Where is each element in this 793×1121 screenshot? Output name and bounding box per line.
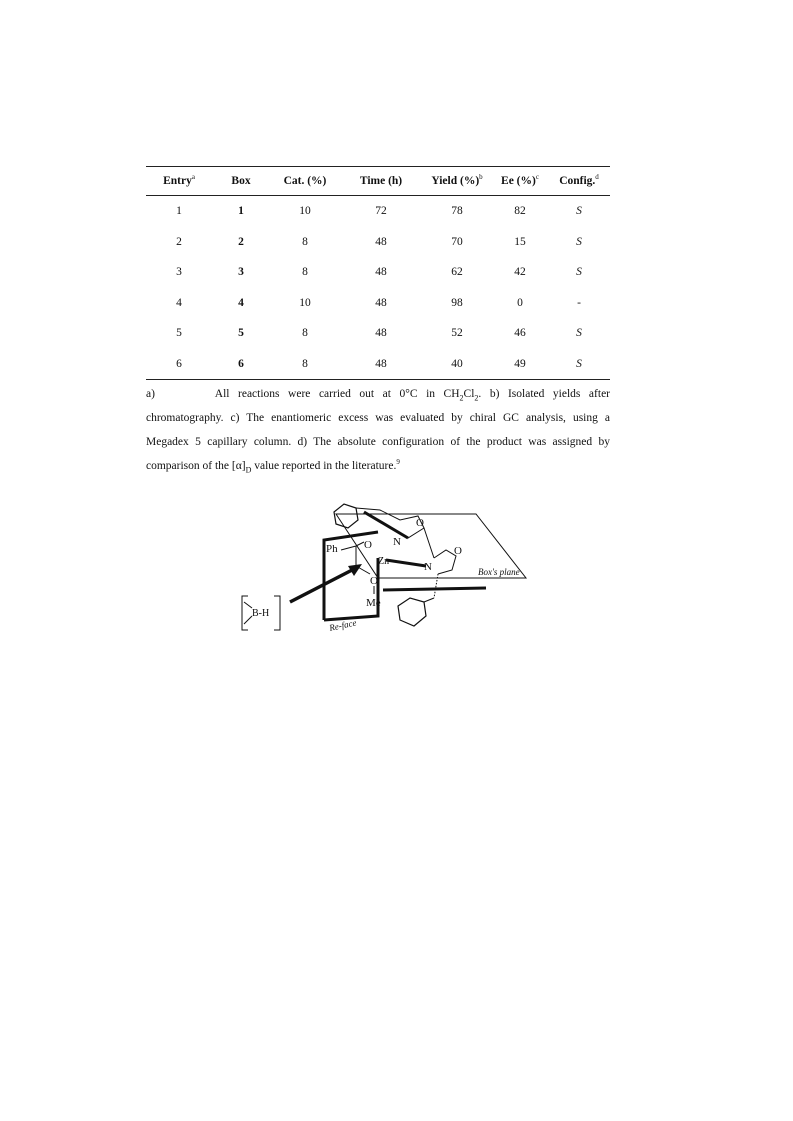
oxazoline-ring-lower [434, 550, 456, 574]
cell-cat: 10 [299, 296, 311, 309]
cell-yield: 78 [451, 205, 463, 218]
phenyl-label: Ph [326, 543, 338, 555]
methyl-label: Me [366, 597, 381, 609]
footnote-a-subscript: 2 [459, 393, 464, 403]
cell-yield: 98 [451, 296, 463, 309]
cell-yield: 62 [451, 266, 463, 279]
cell-box: 1 [238, 205, 244, 218]
footnote-a-end: . [478, 388, 482, 400]
nitrogen-lower: N [424, 561, 432, 573]
cell-time: 48 [375, 266, 387, 279]
benzene-ring-lower [398, 598, 426, 626]
oxazoline-oxygen-lower: O [454, 545, 462, 557]
footnote-line-4 [146, 454, 610, 478]
ligand-bond-bottom [383, 588, 486, 590]
cell-yield: 52 [451, 327, 463, 340]
cell-config: S [576, 205, 582, 218]
box-plane-label: Box's plane [478, 567, 520, 577]
cell-ee: 49 [492, 349, 548, 380]
backbone-bond [424, 528, 434, 558]
header-yield: Yield (%)$^b$ [422, 167, 492, 196]
cell-config: S [576, 266, 582, 279]
cell-config: - [577, 296, 581, 309]
cell-entry: 1 [176, 205, 182, 218]
cell-yield: 40 [422, 349, 492, 380]
header-box: Box [212, 167, 270, 196]
cell-entry: 5 [176, 327, 182, 340]
cell-entry: 4 [176, 296, 182, 309]
footnote-line-1 [146, 382, 610, 406]
header-entry: Entry$^a$ [146, 167, 212, 196]
cell-entry: 3 [176, 266, 182, 279]
table-header-row [146, 167, 610, 196]
benzyl-bond [356, 508, 380, 510]
carbonyl-bond [356, 542, 364, 546]
footnote-a-text: All reactions were carried out at 0°C in CH [214, 388, 460, 400]
header-time: Time (h) [340, 167, 422, 196]
cell-box: 2 [238, 235, 244, 248]
cell-time: 48 [375, 235, 387, 248]
cell-config: S [548, 349, 610, 380]
carbonyl-oxygen: O [364, 539, 372, 551]
cell-entry: 2 [176, 235, 182, 248]
table-row [146, 318, 610, 349]
table-row [146, 196, 610, 227]
cell-ee: 0 [517, 296, 523, 309]
table-row [146, 257, 610, 288]
boron-substituent [244, 602, 252, 608]
table-footnotes [146, 382, 610, 478]
footnote-a-subscript: 2 [474, 393, 479, 403]
cell-yield: 70 [451, 235, 463, 248]
transition-state-scheme [228, 498, 528, 658]
footnote-line-2: chromatography. c) The enantiomeric excess was evaluated by chiral GC analysis, using a [146, 412, 610, 424]
borane-label: B-H [252, 608, 270, 619]
cell-cat: 8 [270, 349, 340, 380]
cell-config: S [576, 235, 582, 248]
results-table [146, 166, 610, 380]
cell-ee: 82 [514, 205, 526, 218]
boron-substituent [244, 616, 252, 624]
cell-time: 48 [375, 296, 387, 309]
cell-config: S [576, 327, 582, 340]
footnote-d-text: comparison of the [α] [146, 460, 246, 472]
footnote-line-3: Megadex 5 capillary column. d) The absolute configuration of the product was assigned by [146, 436, 610, 448]
oxazoline-oxygen-upper: O [416, 517, 424, 529]
methoxy-oxygen: O [370, 575, 378, 587]
footnote-b-text: b) Isolated yields after [481, 388, 610, 400]
footnote-d-subscript: D [245, 465, 252, 475]
cell-cat: 8 [302, 266, 308, 279]
cell-box: 3 [238, 266, 244, 279]
table-row [146, 349, 610, 380]
zn-n-bond-bold [386, 560, 426, 566]
nitrogen-upper: N [393, 536, 401, 548]
ph-carbonyl-bond [341, 546, 356, 550]
footnote-a-label: a) [146, 388, 155, 400]
cell-box: 5 [238, 327, 244, 340]
reagent-bracket-left [242, 596, 248, 630]
cell-entry: 6 [146, 349, 212, 380]
cell-ee: 42 [514, 266, 526, 279]
cell-cat: 8 [302, 327, 308, 340]
re-face-label: Re-face [328, 617, 358, 633]
cell-box: 6 [212, 349, 270, 380]
cell-time: 48 [340, 349, 422, 380]
footnote-a-text-cl: Cl [463, 388, 475, 400]
reagent-bracket-right [274, 596, 280, 630]
cell-cat: 8 [302, 235, 308, 248]
cell-cat: 10 [299, 205, 311, 218]
table-row [146, 288, 610, 319]
cell-ee: 15 [514, 235, 526, 248]
cell-box: 4 [238, 296, 244, 309]
cell-time: 72 [375, 205, 387, 218]
footnote-d-text-end: value reported in the literature. [251, 460, 397, 472]
header-config: Config.$^d$ [548, 167, 610, 196]
benzyl-ch2 [424, 598, 434, 602]
header-cat: Cat. (%) [270, 167, 340, 196]
cell-time: 48 [375, 327, 387, 340]
header-ee: Ee (%)$^c$ [492, 167, 548, 196]
zinc-label: Zn [378, 556, 390, 567]
table-row [146, 227, 610, 258]
reference-superscript: 9 [396, 458, 400, 467]
cell-ee: 46 [514, 327, 526, 340]
